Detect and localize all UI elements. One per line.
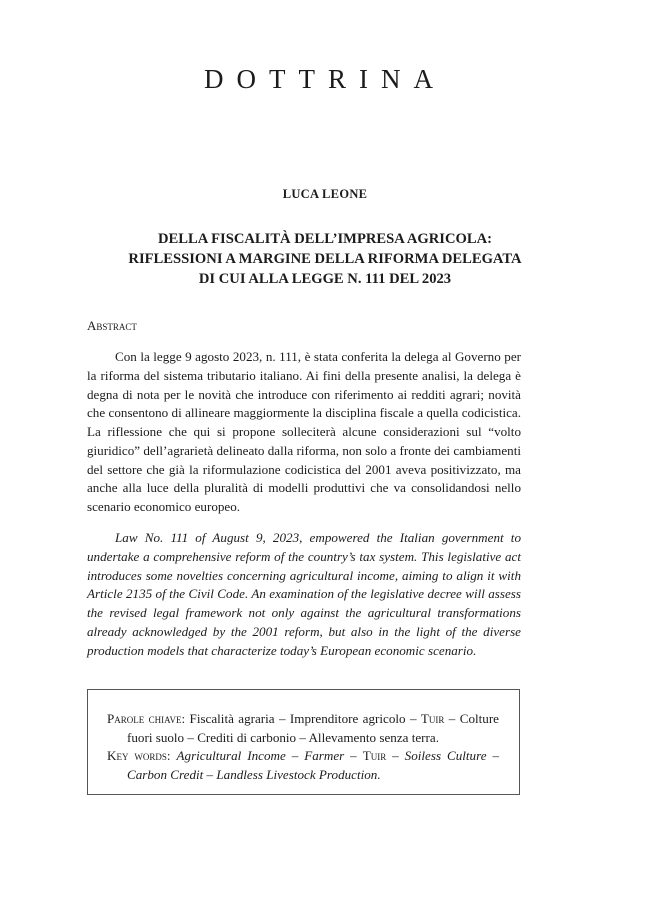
keywords-english-terms-start: Agricultural Income – Farmer – <box>176 748 357 763</box>
keywords-english-label: Key words: <box>107 748 171 763</box>
article-title <box>60 229 590 289</box>
keywords-english-terms-end: – Soiless Culture – Carbon Credit – Landless Livestock Production. <box>127 748 500 782</box>
article-title-line-1: DELLA FISCALITÀ DELL’IMPRESA AGRICOLA: <box>158 231 492 247</box>
article-title-line-2: RIFLESSIONI A MARGINE DELLA RIFORMA DELEGATA <box>128 251 522 267</box>
keywords-english <box>107 747 499 784</box>
keywords-italian-terms-start: Fiscalità agraria – Imprenditore agricolo – <box>189 711 417 726</box>
author-name: LUCA LEONE <box>282 187 368 201</box>
keywords-english-acronym: Tuir <box>362 748 387 763</box>
section-heading: DOTTRINA <box>204 64 446 94</box>
keywords-box <box>87 689 520 795</box>
keywords-italian-label: Parole chiave: <box>107 711 186 726</box>
keywords-italian-terms-end: – Colture fuori suolo – Crediti di carbonio – Allevamento senza terra. <box>127 711 499 745</box>
keywords-italian-acronym: Tuir <box>420 711 445 726</box>
article-title-line-3: DI CUI ALLA LEGGE N. 111 DEL 2023 <box>198 271 452 287</box>
abstract-english-paragraph: Law No. 111 of August 9, 2023, empowered the Italian government to undertake a comprehensive reform of the country’s tax system. This legislative act introduces some novelties concerning agricultural income, aiming to align it with Article 2135 of the Civil Code. An examination of the legislative decree will assess the revised legal framework not only against the agricultural transformations already acknowledged by the 2001 reform, but also in the light of the diverse production models that characterize today’s European economic scenario. <box>87 530 521 658</box>
abstract-italian-paragraph: Con la legge 9 agosto 2023, n. 111, è stata conferita la delega al Governo per la riforma del sistema tributario italiano. Ai fini della presente analisi, la delega è degna di nota per le novità che introduce con riferimento ai redditi agrari; novità che consentono di allineare maggiormente la disciplina fiscale a quella codicistica. La riflessione che qui si propone solleciterà alcune considerazioni sul “volto giuridico” dell’agrarietà delineato dalla riforma, non solo a fronte dei cambiamenti del settore che già la riformulazione codicistica del 2001 aveva positivizzato, ma anche alla luce della pluralità di modelli produttivi che va consolidandosi nello scenario economico europeo. <box>87 349 521 514</box>
keywords-italian <box>107 710 499 747</box>
abstract-heading: Abstract <box>87 318 137 333</box>
